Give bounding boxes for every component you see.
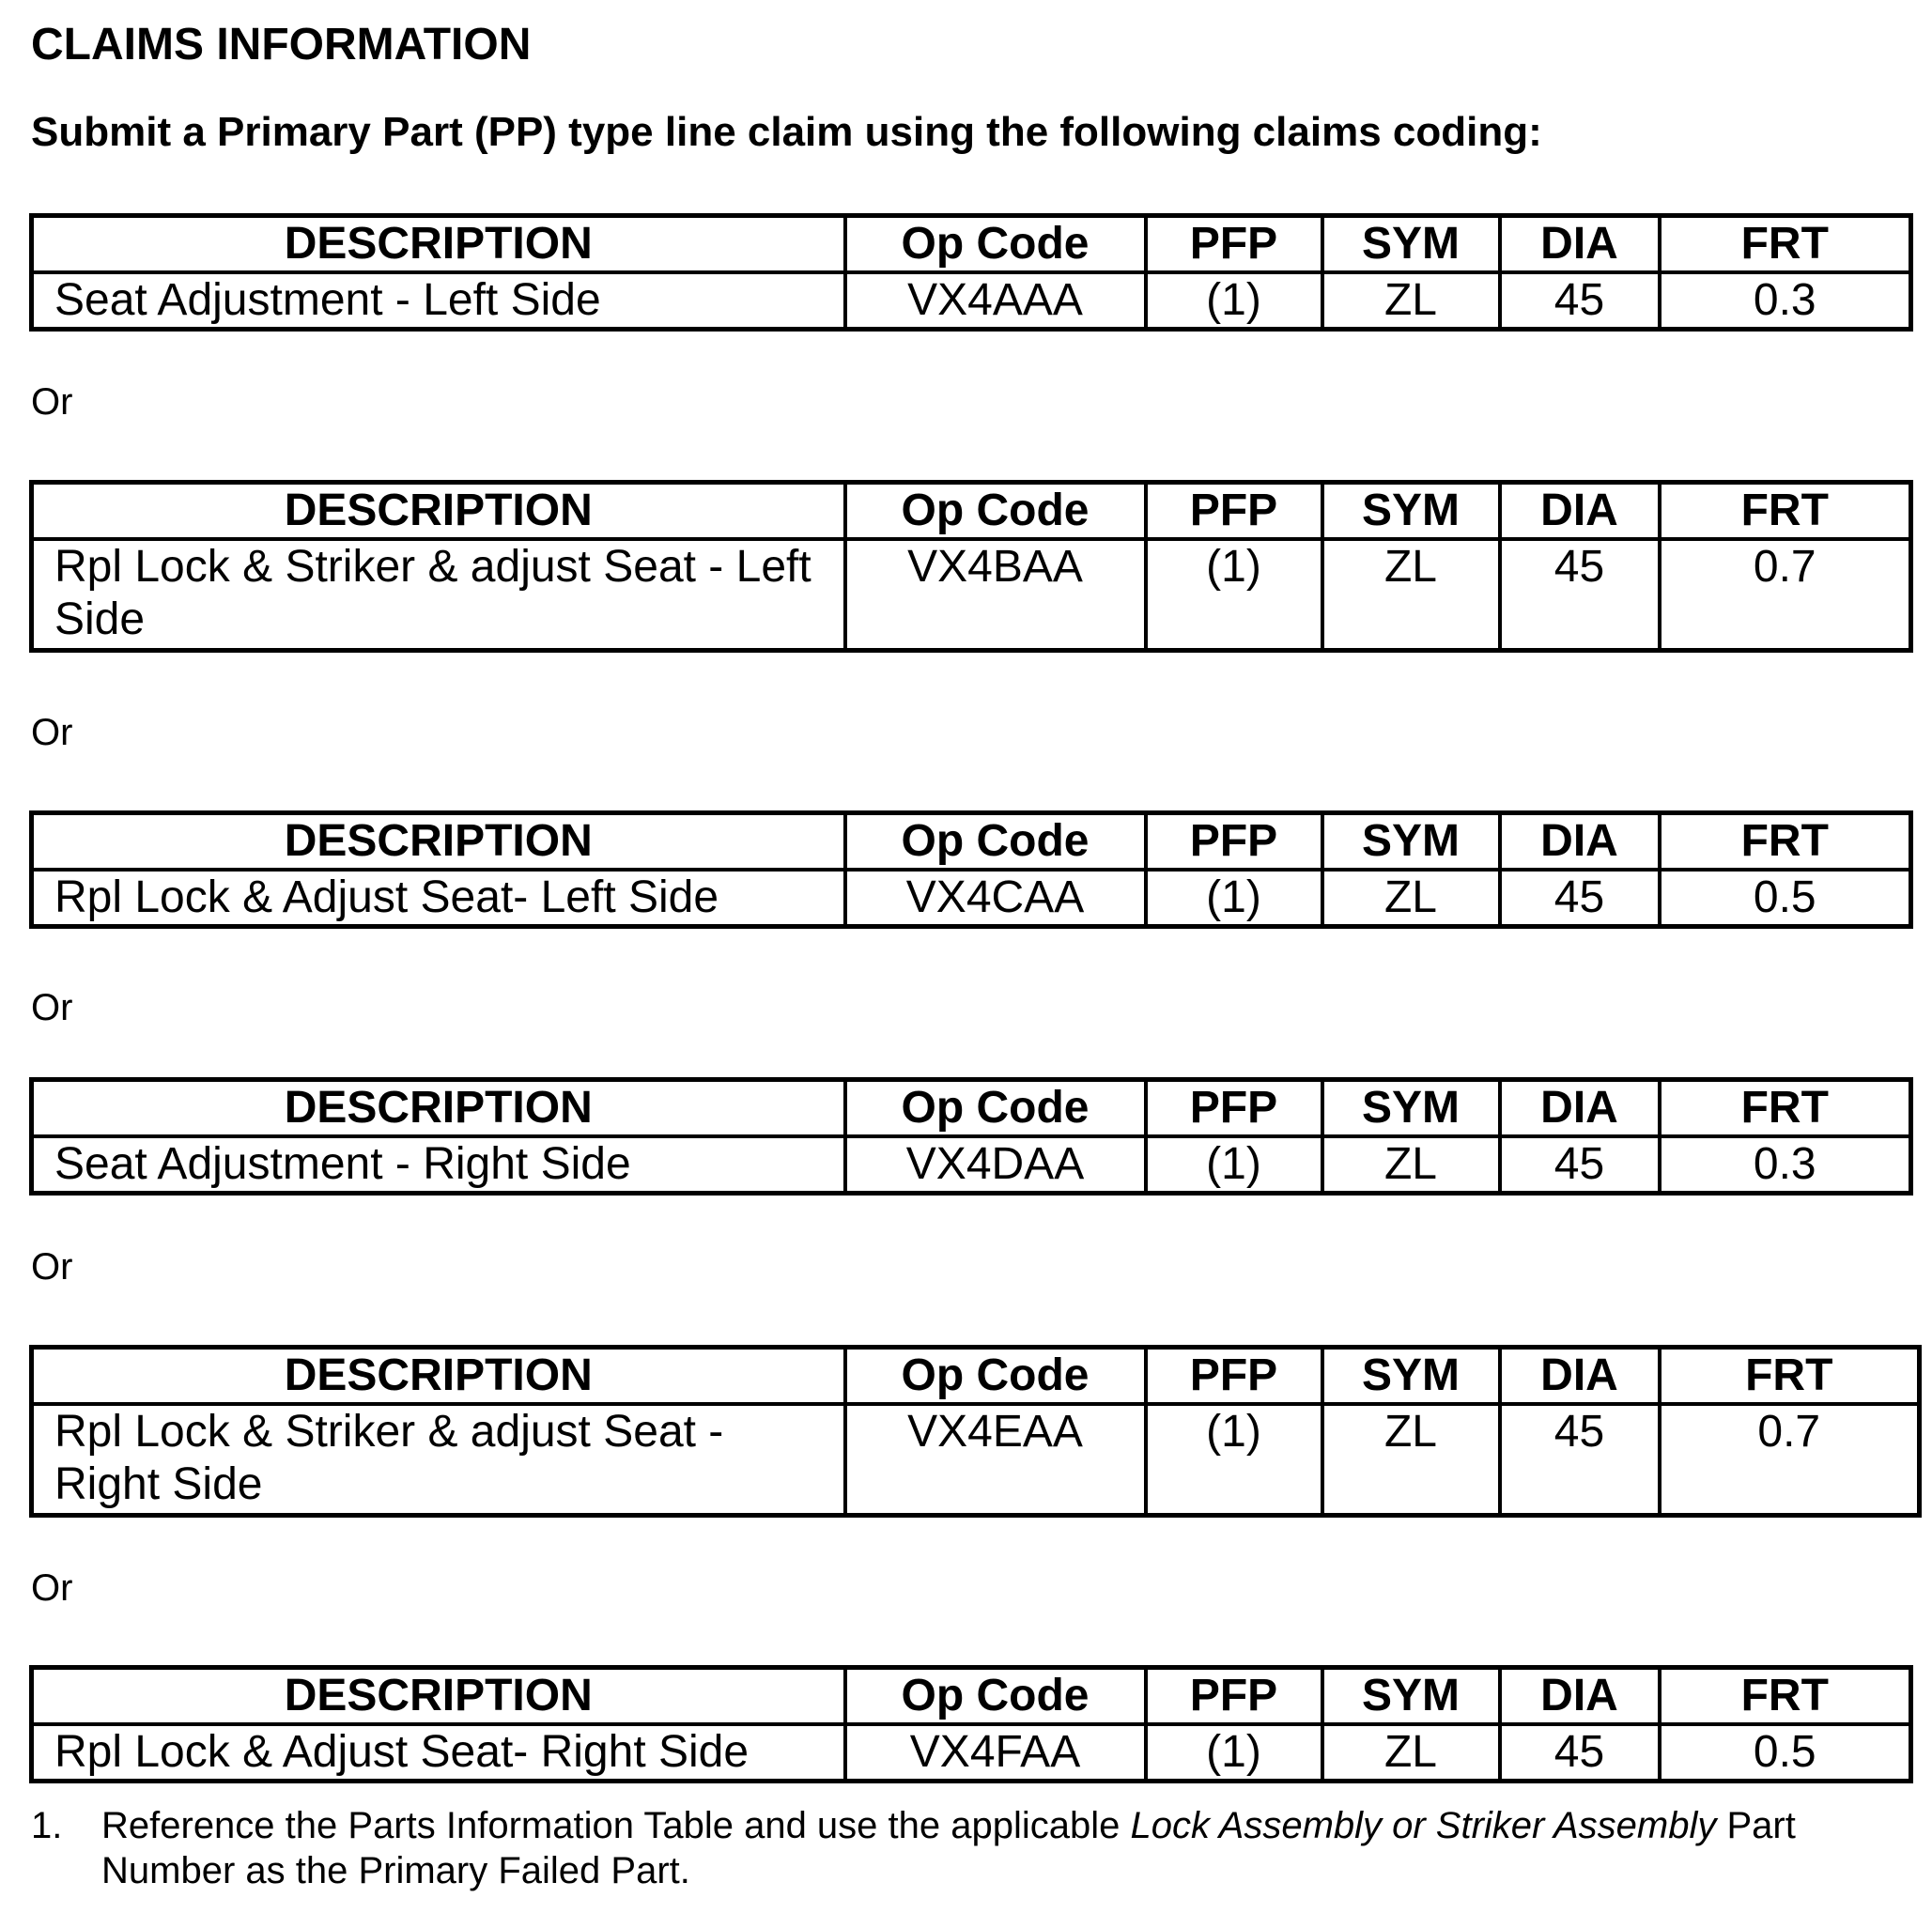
footnote-number: 1. (31, 1805, 63, 1846)
cell-sym: ZL (1322, 539, 1500, 651)
or-separator: Or (31, 1567, 73, 1609)
header-frt: FRT (1660, 813, 1911, 871)
claim-table (29, 810, 1913, 929)
header-sym: SYM (1322, 813, 1500, 871)
header-sym: SYM (1322, 483, 1500, 540)
header-description: DESCRIPTION (32, 1080, 845, 1137)
footnote-text-before: Reference the Parts Information Table and use the applicable (101, 1805, 1131, 1846)
or-separator: Or (31, 712, 73, 753)
cell-frt: 0.7 (1660, 539, 1911, 651)
cell-frt: 0.3 (1660, 1136, 1911, 1194)
header-dia: DIA (1500, 216, 1660, 273)
cell-op-code: VX4BAA (845, 539, 1146, 651)
header-pfp: PFP (1146, 813, 1322, 871)
cell-pfp: (1) (1146, 1724, 1322, 1782)
or-separator: Or (31, 1246, 73, 1288)
or-separator: Or (31, 987, 73, 1028)
header-dia: DIA (1500, 813, 1660, 871)
header-op-code: Op Code (845, 1668, 1146, 1725)
cell-dia: 45 (1500, 1724, 1660, 1782)
cell-sym: ZL (1322, 870, 1500, 927)
cell-sym: ZL (1322, 1136, 1500, 1194)
cell-dia: 45 (1500, 1404, 1660, 1516)
cell-frt: 0.3 (1660, 272, 1911, 330)
header-sym: SYM (1322, 1080, 1500, 1137)
header-op-code: Op Code (845, 216, 1146, 273)
header-dia: DIA (1500, 1080, 1660, 1137)
header-op-code: Op Code (845, 483, 1146, 540)
cell-pfp: (1) (1146, 1136, 1322, 1194)
cell-op-code: VX4FAA (845, 1724, 1146, 1782)
cell-description: Rpl Lock & Adjust Seat- Right Side (32, 1724, 845, 1782)
header-pfp: PFP (1146, 483, 1322, 540)
intro-text: Submit a Primary Part (PP) type line claim using the following claims coding: (31, 109, 1542, 155)
header-frt: FRT (1660, 483, 1911, 540)
header-pfp: PFP (1146, 1348, 1322, 1405)
claim-table-header-row (32, 216, 1911, 273)
claim-table-header-row (32, 813, 1911, 871)
claim-table-header-row (32, 1668, 1911, 1725)
cell-op-code: VX4AAA (845, 272, 1146, 330)
footnote-text (101, 1803, 1900, 1893)
header-description: DESCRIPTION (32, 1348, 845, 1405)
claim-table (29, 1077, 1913, 1196)
claim-table-row (32, 272, 1911, 330)
header-sym: SYM (1322, 1668, 1500, 1725)
header-description: DESCRIPTION (32, 813, 845, 871)
claim-table-header-row (32, 1348, 1920, 1405)
header-description: DESCRIPTION (32, 1668, 845, 1725)
footnote (31, 1803, 1900, 1893)
claim-table-header-row (32, 1080, 1911, 1137)
cell-op-code: VX4DAA (845, 1136, 1146, 1194)
cell-dia: 45 (1500, 870, 1660, 927)
cell-description: Rpl Lock & Striker & adjust Seat - Left Side (32, 539, 845, 651)
cell-dia: 45 (1500, 1136, 1660, 1194)
cell-dia: 45 (1500, 539, 1660, 651)
claim-table (29, 480, 1913, 653)
claim-table-row (32, 870, 1911, 927)
cell-description: Seat Adjustment - Right Side (32, 1136, 845, 1194)
claim-table-row (32, 539, 1911, 651)
header-sym: SYM (1322, 216, 1500, 273)
cell-description: Seat Adjustment - Left Side (32, 272, 845, 330)
header-dia: DIA (1500, 1348, 1660, 1405)
header-dia: DIA (1500, 1668, 1660, 1725)
claim-table-row (32, 1136, 1911, 1194)
header-op-code: Op Code (845, 813, 1146, 871)
cell-frt: 0.5 (1660, 870, 1911, 927)
header-description: DESCRIPTION (32, 483, 845, 540)
header-frt: FRT (1660, 1348, 1920, 1405)
cell-op-code: VX4EAA (845, 1404, 1146, 1516)
header-pfp: PFP (1146, 1668, 1322, 1725)
header-description: DESCRIPTION (32, 216, 845, 273)
claim-table (29, 1665, 1913, 1783)
claim-table-row (32, 1724, 1911, 1782)
header-dia: DIA (1500, 483, 1660, 540)
header-frt: FRT (1660, 1080, 1911, 1137)
header-op-code: Op Code (845, 1348, 1146, 1405)
cell-pfp: (1) (1146, 272, 1322, 330)
or-separator: Or (31, 381, 73, 423)
cell-description: Rpl Lock & Striker & adjust Seat - Right Side (32, 1404, 845, 1516)
cell-dia: 45 (1500, 272, 1660, 330)
header-pfp: PFP (1146, 1080, 1322, 1137)
claim-table-header-row (32, 483, 1911, 540)
header-frt: FRT (1660, 1668, 1911, 1725)
claim-table-row (32, 1404, 1920, 1516)
header-sym: SYM (1322, 1348, 1500, 1405)
cell-frt: 0.7 (1660, 1404, 1920, 1516)
footnote-text-italic: Lock Assembly or Striker Assembly (1130, 1805, 1717, 1846)
page-title: CLAIMS INFORMATION (31, 20, 532, 69)
cell-sym: ZL (1322, 1724, 1500, 1782)
claim-table (29, 1345, 1922, 1518)
footnote-text-after: Part Number as the Primary Failed Part. (101, 1805, 1796, 1891)
cell-pfp: (1) (1146, 870, 1322, 927)
cell-pfp: (1) (1146, 1404, 1322, 1516)
cell-op-code: VX4CAA (845, 870, 1146, 927)
cell-description: Rpl Lock & Adjust Seat- Left Side (32, 870, 845, 927)
cell-frt: 0.5 (1660, 1724, 1911, 1782)
claim-table (29, 213, 1913, 332)
header-pfp: PFP (1146, 216, 1322, 273)
cell-pfp: (1) (1146, 539, 1322, 651)
cell-sym: ZL (1322, 1404, 1500, 1516)
header-op-code: Op Code (845, 1080, 1146, 1137)
cell-sym: ZL (1322, 272, 1500, 330)
header-frt: FRT (1660, 216, 1911, 273)
